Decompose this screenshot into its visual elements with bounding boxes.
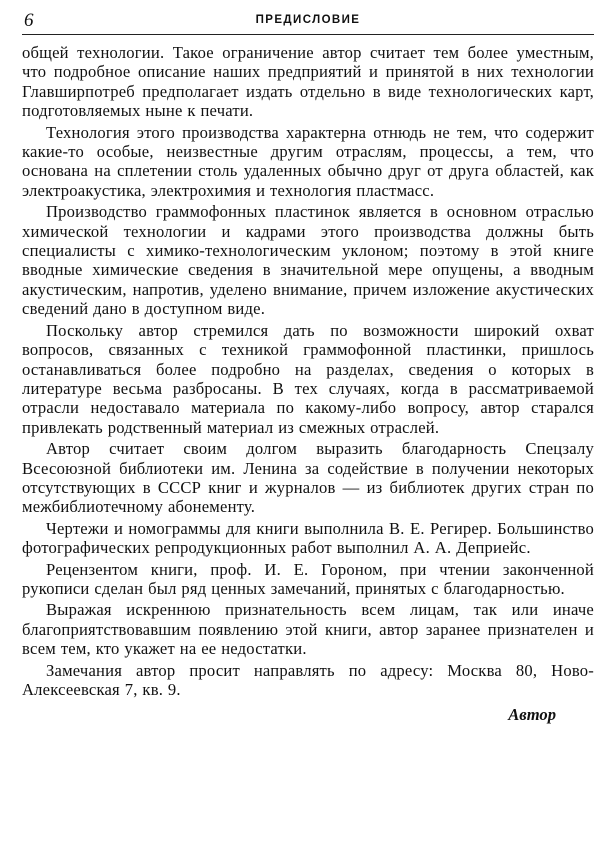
body-text <box>22 43 594 699</box>
paragraph: Производство граммофонных пластинок является в основном отраслью химической технологии и кадрами этого производства должны быть специалисты с химико-технологическим уклоном; поэтому в этой книге вводные химические сведения в значительной мере опущены, а вводным акустическим, напротив, уделено внимание, причем изложение акустических сведений дано в доступном виде. <box>22 202 594 319</box>
paragraph: Чертежи и номограммы для книги выполнила В. Е. Регирер. Большинство фотографических репродукционных работ выполнил А. А. Деприейс. <box>22 518 594 558</box>
running-title: ПРЕДИСЛОВИЕ <box>255 14 361 26</box>
paragraph: Рецензентом книги, проф. И. Е. Гороном, при чтении законченной рукописи сделан был ряд ценных замечаний, принятых с благодарностью. <box>22 559 594 598</box>
paragraph: Автор считает своим долгом выразить благодарность Спецзалу Всесоюзной библиотеки им. Ленина за содействие в получении некоторых отсутствующих в СССР книг и журналов — из библиотек других стран по межбиблиотечному абонементу. <box>22 439 594 517</box>
author-signature: Автор <box>508 705 556 725</box>
paragraph: Выражая искреннюю признательность всем лицам, так или иначе благоприятствовавшим появлению этой книги, автор заранее признателен и всем тем, кто укажет на ее недостатки. <box>22 600 594 659</box>
paragraph: Технология этого производства характерна отнюдь не тем, что содержит какие-то особые, неизвестные другим отраслям, процессы, а тем, что основана на сплетении столь удаленных обычно друг от друга областей, как электроакустика, электрохимия и технология пластмасс. <box>22 122 594 200</box>
page-number: 6 <box>24 10 34 31</box>
page-header <box>22 10 594 35</box>
paragraph: Замечания автор просит направлять по адресу: Москва 80, Ново-Алексеевская 7, кв. 9. <box>22 660 594 699</box>
paragraph: Поскольку автор стремился дать по возможности широкий охват вопросов, связанных с техникой граммофонной пластинки, пришлось останавливаться более подробно на разделах, сведения о которых в литературе весьма разбросаны. В тех случаях, когда в рассматриваемой отрасли недоставало материала по какому-либо вопросу, автор старался привлекать родственный материал из смежных отраслей. <box>22 320 594 437</box>
paragraph-continuation: общей технологии. Такое ограничение автор считает тем более уместным, что подробное описание наших предприятий и принятой в них технологии Главширпотреб предполагает издать отдельно в виде технологических карт, подготовляемых ныне к печати. <box>22 43 594 121</box>
